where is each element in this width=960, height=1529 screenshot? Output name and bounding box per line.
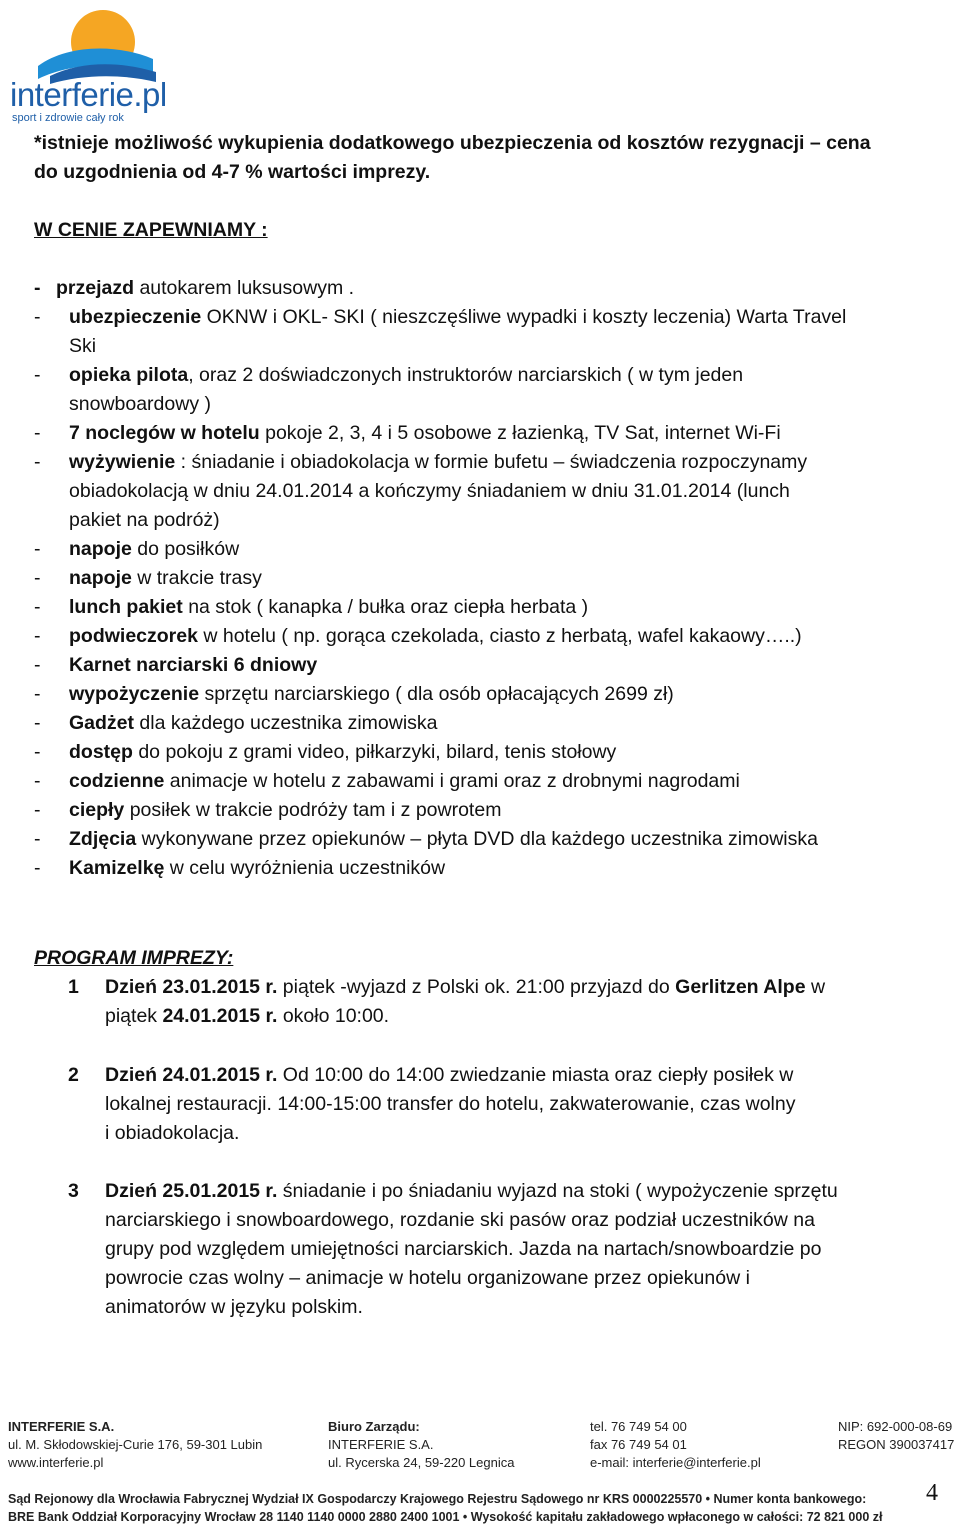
included-item-text: ciepły posiłek w trakcie podróży tam i z powrotem	[69, 799, 502, 821]
included-item-text: napoje do posiłków	[69, 538, 240, 560]
program-day-line: i obiadokolacja.	[105, 1122, 240, 1144]
company-logo	[8, 4, 188, 126]
footer-fax: fax 76 749 54 01	[590, 1437, 687, 1452]
footer-nip: NIP: 692-000-08-69	[838, 1419, 953, 1434]
footer-company	[8, 1418, 262, 1472]
program-day-line: Dzień 24.01.2015 r. Od 10:00 do 14:00 zwiedzanie miasta oraz ciepły posiłek w	[105, 1064, 794, 1086]
bullet-dash: -	[34, 567, 41, 589]
program-day-line: narciarskiego i snowboardowego, rozdanie ski pasów oraz podział uczestników na	[105, 1209, 815, 1231]
included-item-text: podwieczorek w hotelu ( np. gorąca czekolada, ciasto z herbatą, wafel kakaowy…..)	[69, 625, 802, 647]
footer-company-name: INTERFERIE S.A.	[8, 1419, 115, 1434]
logo-tagline: sport i zdrowie cały rok	[12, 112, 124, 124]
included-item-continuation: obiadokolacją w dniu 24.01.2014 a kończymy śniadaniem w dniu 31.01.2014 (lunch	[69, 480, 790, 502]
footer-board	[328, 1418, 514, 1472]
footer-tel: tel. 76 749 54 00	[590, 1419, 687, 1434]
included-item-text: lunch pakiet na stok ( kanapka / bułka oraz ciepła herbata )	[69, 596, 589, 618]
bullet-dash: -	[34, 451, 41, 473]
bullet-dash: -	[34, 538, 41, 560]
program-day-line: powrocie czas wolny – animacje w hotelu organizowane przez opiekunów i	[105, 1267, 750, 1289]
program-heading: PROGRAM IMPREZY:	[34, 947, 234, 969]
sun-logo-icon	[28, 4, 158, 84]
footer-board-name: INTERFERIE S.A.	[328, 1437, 434, 1452]
program-day-line: lokalnej restauracji. 14:00-15:00 transfer do hotelu, zakwaterowanie, czas wolny	[105, 1093, 796, 1115]
footer-ids	[838, 1418, 954, 1454]
included-item-continuation: pakiet na podróż)	[69, 509, 220, 531]
footer-company-address: ul. M. Skłodowskiej-Curie 176, 59-301 Lubin	[8, 1437, 263, 1452]
included-item-text: napoje w trakcie trasy	[69, 567, 262, 589]
logo-wordmark: interferie.pl	[10, 76, 167, 113]
program-day-line: Dzień 25.01.2015 r. śniadanie i po śniadaniu wyjazd na stoki ( wypożyczenie sprzętu	[105, 1180, 838, 1202]
footer-company-web: www.interferie.pl	[8, 1455, 104, 1470]
bullet-dash: -	[34, 625, 41, 647]
included-item-text: przejazd autokarem luksusowym .	[56, 277, 355, 299]
bullet-dash: -	[34, 770, 41, 792]
included-item-text: wyżywienie : śniadanie i obiadokolacja w formie bufetu – świadczenia rozpoczynamy	[69, 451, 808, 473]
bullet-dash: -	[34, 596, 41, 618]
included-item-text: Zdjęcia wykonywane przez opiekunów – płyta DVD dla każdego uczestnika zimowiska	[69, 828, 818, 850]
included-item-text: ubezpieczenie OKNW i OKL- SKI ( nieszczęśliwe wypadki i koszty leczenia) Warta Travel	[69, 306, 847, 328]
intro-line-2: do uzgodnienia od 4-7 % wartości imprezy.	[34, 161, 431, 183]
bullet-dash: -	[34, 654, 41, 676]
program-day-line: Dzień 23.01.2015 r. piątek -wyjazd z Polski ok. 21:00 przyjazd do Gerlitzen Alpe w	[105, 976, 826, 998]
footer-board-title: Biuro Zarządu:	[328, 1419, 420, 1434]
program-day-line: animatorów w języku polskim.	[105, 1296, 363, 1318]
bullet-dash: -	[34, 306, 41, 328]
footer-board-address: ul. Rycerska 24, 59-220 Legnica	[328, 1455, 515, 1470]
program-day-number: 3	[68, 1180, 79, 1202]
page-footer	[0, 1414, 960, 1529]
footer-regon: REGON 390037417	[838, 1437, 955, 1452]
bullet-dash: -	[34, 277, 41, 299]
included-item-text: codzienne animacje w hotelu z zabawami i grami oraz z drobnymi nagrodami	[69, 770, 740, 792]
program-day-number: 2	[68, 1064, 79, 1086]
footer-contact	[590, 1418, 761, 1472]
included-item-continuation: snowboardowy )	[69, 393, 211, 415]
bullet-dash: -	[34, 422, 41, 444]
intro-line-1: *istnieje możliwość wykupienia dodatkowego ubezpieczenia od kosztów rezygnacji – cena	[34, 132, 871, 154]
included-item-text: Karnet narciarski 6 dniowy	[69, 654, 318, 676]
bullet-dash: -	[34, 799, 41, 821]
page-number: 4	[926, 1480, 938, 1506]
program-day-line: piątek 24.01.2015 r. około 10:00.	[105, 1005, 390, 1027]
included-item-text: Kamizelkę w celu wyróżnienia uczestników	[69, 857, 446, 879]
included-item-text: opieka pilota, oraz 2 doświadczonych instruktorów narciarskich ( w tym jeden	[69, 364, 744, 386]
footer-court: Sąd Rejonowy dla Wrocławia Fabrycznej Wydział IX Gospodarczy Krajowego Rejestru Sądowego nr KRS 0000225570 • Numer konta bankowego:	[8, 1492, 867, 1506]
bullet-dash: -	[34, 364, 41, 386]
bullet-dash: -	[34, 741, 41, 763]
included-item-text: Gadżet dla każdego uczestnika zimowiska	[69, 712, 438, 734]
program-day-line: grupy pod względem umiejętności narciarskich. Jazda na nartach/snowboardzie po	[105, 1238, 822, 1260]
included-item-continuation: Ski	[69, 335, 97, 357]
bullet-dash: -	[34, 828, 41, 850]
included-item-text: dostęp do pokoju z grami video, piłkarzyki, bilard, tenis stołowy	[69, 741, 617, 763]
bullet-dash: -	[34, 857, 41, 879]
bullet-dash: -	[34, 683, 41, 705]
included-item-text: wypożyczenie sprzętu narciarskiego ( dla osób opłacających 2699 zł)	[69, 683, 674, 705]
footer-email: e-mail: interferie@interferie.pl	[590, 1455, 761, 1470]
included-heading: W CENIE ZAPEWNIAMY :	[34, 219, 268, 241]
footer-bank: BRE Bank Oddział Korporacyjny Wrocław 28 1140 1140 0000 2880 2400 1001 • Wysokość kapitału zakładowego wpłaconego w całości: 72 821 000 zł	[8, 1510, 883, 1524]
bullet-dash: -	[34, 712, 41, 734]
included-item-text: 7 noclegów w hotelu pokoje 2, 3, 4 i 5 osobowe z łazienką, TV Sat, internet Wi-Fi	[69, 422, 781, 444]
program-day-number: 1	[68, 976, 79, 998]
